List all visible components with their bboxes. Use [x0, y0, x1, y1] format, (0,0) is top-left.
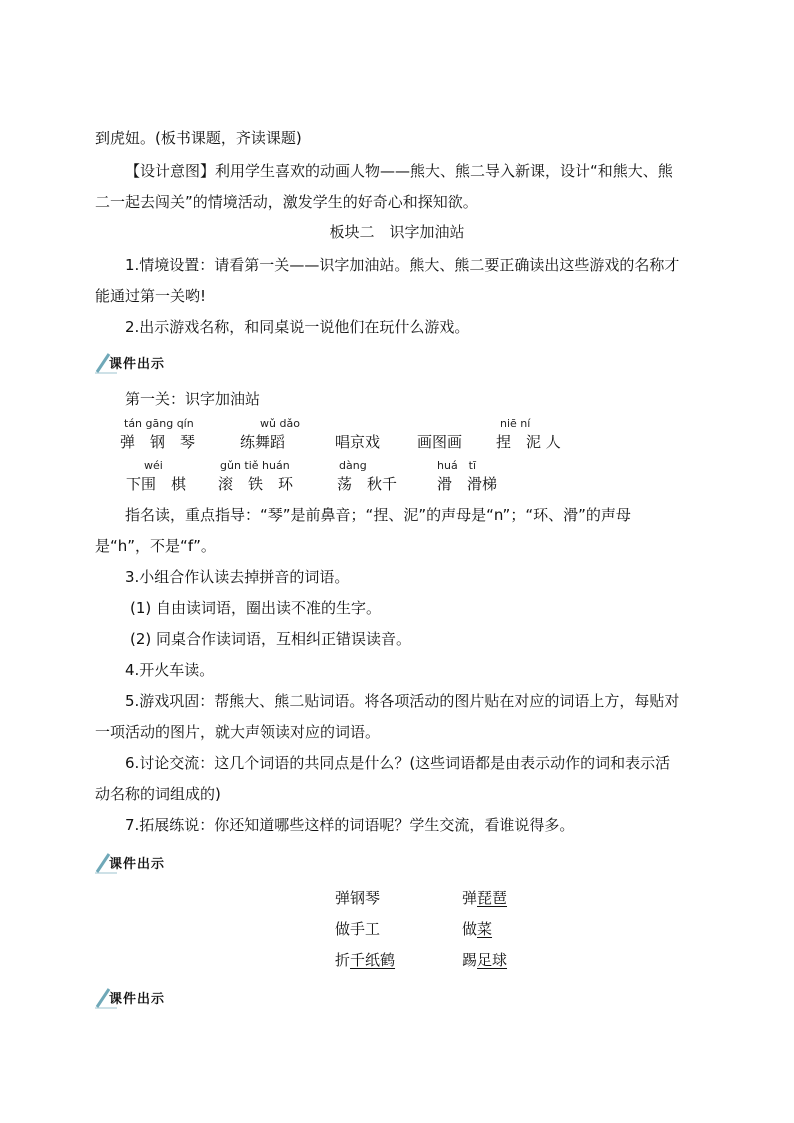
step-5-line-1: 5.游戏巩固：帮熊大、熊二贴词语。将各项活动的图片贴在对应的词语上方，每贴对 [125, 692, 680, 710]
design-intent-line-1: 【设计意图】利用学生喜欢的动画人物——熊大、熊二导入新课，设计“和熊大、熊 [125, 162, 673, 180]
step-7: 7.拓展练说：你还知道哪些这样的词语呢？学生交流，看谁说得多。 [125, 816, 575, 834]
step-6-line-2: 动名称的词组成的) [95, 785, 221, 803]
example-word: 弹琵琶 [462, 889, 508, 907]
pinyin-row-2: wéi 下围 棋 gǔn tiě huán 滚 铁 环 dàng 荡 秋千 huá tī 滑 滑梯 [126, 459, 498, 493]
guide-line-1: 指名读，重点指导：“琴”是前鼻音；“捏、泥”的声母是“n”；“环、滑”的声母 [125, 506, 631, 524]
step-3-sub-1: (1) 自由读词语，圈出读不准的生字。 [130, 599, 382, 617]
badge-label: 课件出示 [109, 357, 166, 372]
level-title: 第一关：识字加油站 [125, 390, 261, 408]
badge-label: 课件出示 [109, 857, 166, 872]
step-3: 3.小组合作认读去掉拼音的词语。 [125, 568, 350, 586]
step-1-line-2: 能通过第一关哟! [95, 287, 207, 305]
badge-label: 课件出示 [109, 992, 166, 1007]
step-6-line-1: 6.讨论交流：这几个词语的共同点是什么？(这些词语都是由表示动作的词和表示活 [125, 754, 671, 772]
step-5-line-2: 一项活动的图片，就大声领读对应的词语。 [95, 723, 381, 741]
paragraph-intro-end: 到虎妞。(板书课题，齐读课题) [95, 129, 302, 147]
example-word: 折千纸鹤 [335, 951, 396, 969]
example-word: 做手工 [335, 920, 381, 938]
step-4: 4.开火车读。 [125, 661, 215, 679]
example-word: 做菜 [462, 920, 493, 938]
step-3-sub-2: (2) 同桌合作读词语，互相纠正错误读音。 [130, 630, 412, 648]
guide-line-2: 是“h”，不是“f”。 [95, 537, 216, 555]
section-title: 板块二 识字加油站 [329, 223, 465, 241]
pinyin-row-1: tán gāng qín 弹 钢 琴 wǔ dǎo 练舞蹈 唱京戏 画图画 niē ní 捏 泥 人 [120, 417, 561, 451]
step-2: 2.出示游戏名称，和同桌说一说他们在玩什么游戏。 [125, 318, 470, 336]
step-1-line-1: 1.情境设置：请看第一关——识字加油站。熊大、熊二要正确读出这些游戏的名称才 [125, 256, 680, 274]
design-intent-line-2: 二一起去闯关”的情境活动，激发学生的好奇心和探知欲。 [95, 193, 478, 211]
example-word: 弹钢琴 [335, 889, 381, 907]
example-word: 踢足球 [462, 951, 508, 969]
